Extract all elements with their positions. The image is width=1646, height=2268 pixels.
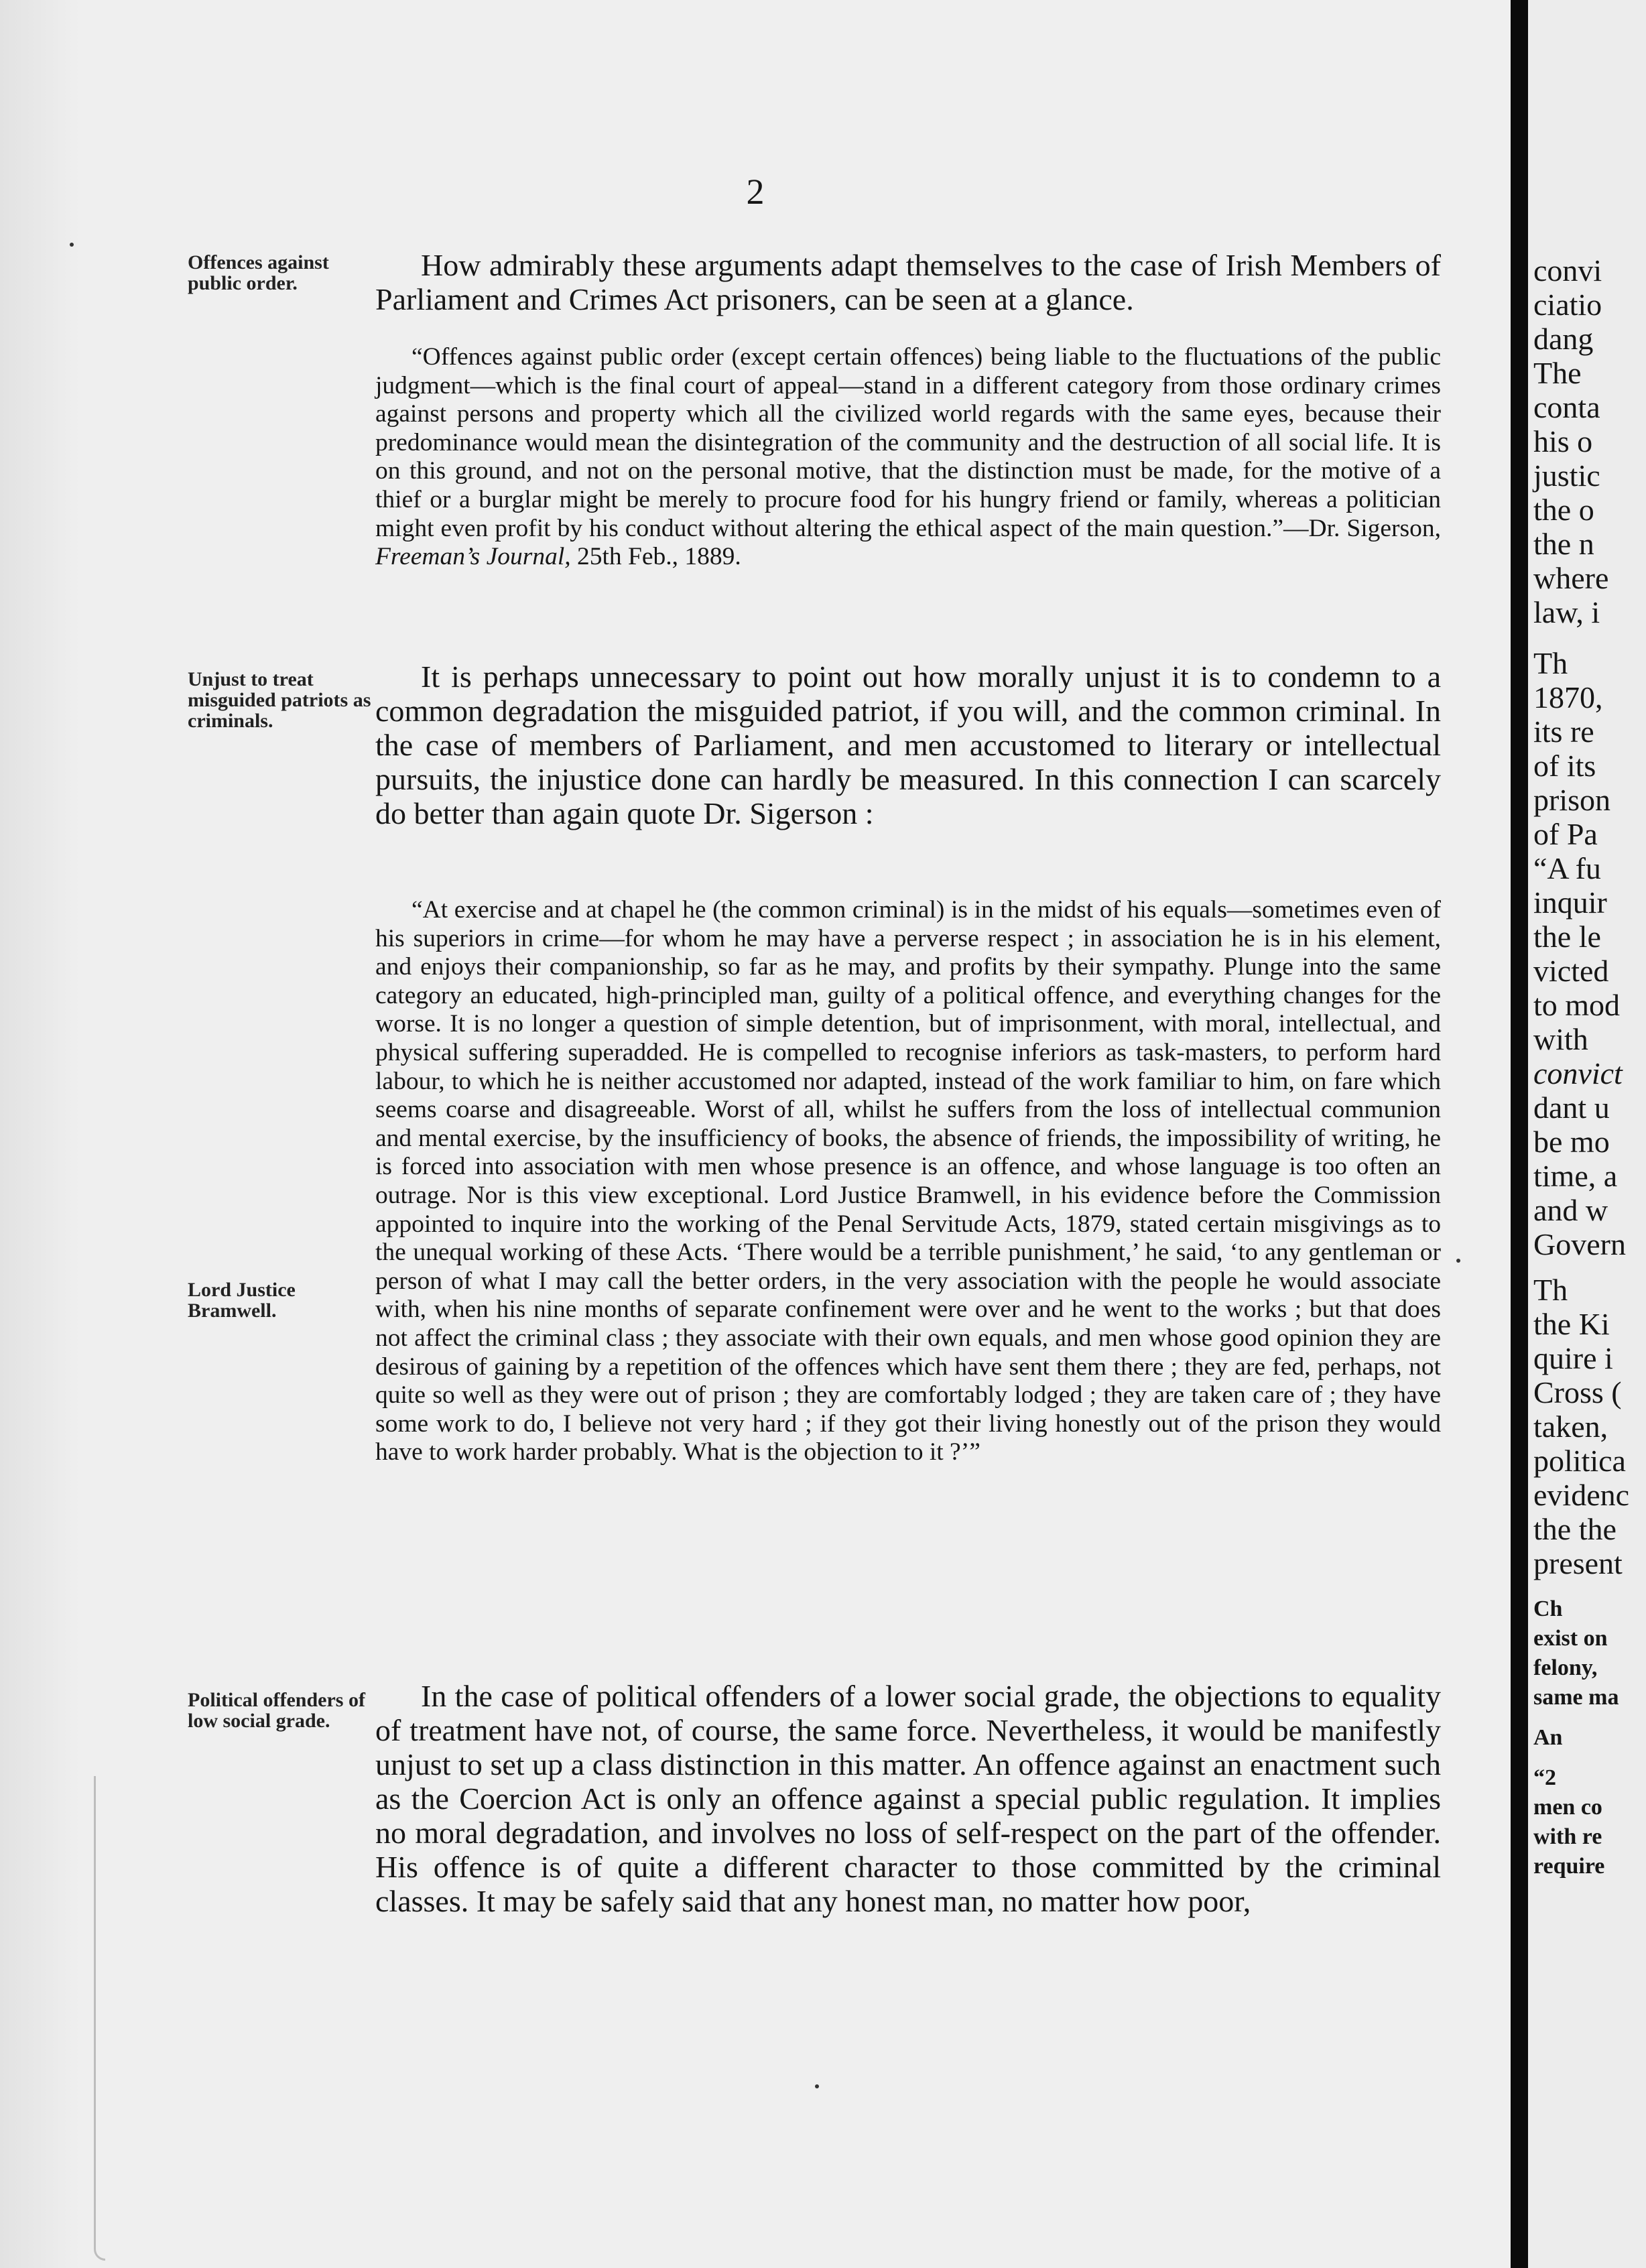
- right-line: men co: [1533, 1795, 1602, 1820]
- paragraph-political-offenders: In the case of political offenders of a lower social grade, the objections to equality of treatment have not, of course, the same force. Nevertheless, it would be manifestly unjust to set up a class distinction in this matter. An offence against an enactment such as the Coercion Act is only an offence against a special public regulation. It implies no moral degradation, and involves no loss of self-respect on the part of the offender. His offence is of quite a different character to those committed by the criminal classes. It may be safely said that any honest man, no matter how poor,: [375, 1679, 1441, 1918]
- right-line: his o: [1533, 424, 1593, 458]
- paragraph-intro: How admirably these arguments adapt themselves to the case of Irish Members of Parliament and Crimes Act prisoners, can be seen at a glance.: [375, 248, 1441, 316]
- right-line: The: [1533, 356, 1582, 390]
- right-line: inquir: [1533, 885, 1607, 920]
- margin-note-unjust: Unjust to treat misguided patriots as criminals.: [188, 668, 371, 732]
- right-line: “A fu: [1533, 851, 1601, 885]
- quote-sigerson-1-date: 25th Feb., 1889.: [570, 543, 741, 571]
- right-line: same ma: [1533, 1685, 1619, 1710]
- right-line: present: [1533, 1546, 1623, 1580]
- quote-sigerson-2: “At exercise and at chapel he (the common criminal) is in the midst of his equals—sometimes even of his superiors in crime—for whom he may have a perverse respect ; in association he is in his element, and enjoys their companionship, so far as he may, and profits by their sympathy. Plunge into the same category an educated, high-principled man, guilty of a political offence, and everything changes for the worse. It is no longer a question of simple detention, but of imprisonment, with moral, intellectual, and physical suffering superadded. He is compelled to recognise inferiors as task-masters, to perform hard labour, to which he is neither accustomed nor adapted, instead of the work familiar to him, on fare which seems coarse and disagreeable. Worst of all, whilst he suffers from the loss of intellectual communion and mental exercise, by the insufficiency of books, the absence of friends, the impossibility of writing, he is forced into association with men whose presence is an offence, and whose language is too often an outrage. Nor is this view exceptional. Lord Justice Bramwell, in his evidence before the Commission appointed to inquire into the working of the Penal Servitude Acts, 1879, stated certain misgivings as to the unequal working of these Acts. ‘There would be a terrible punishment,’ he said, ‘to any gentleman or person of what I may call the better orders, in the very association with the people he would associate with, when his nine months of separate confinement were over and he went to the works ; but that does not affect the criminal class ; they associate with their own equals, and men whose good opinion they are desirous of gaining by a repetition of the offences which have sent them there ; they are fed, perhaps, not quite so well as they were out of prison ; they are comfortably lodged ; they are taken care of ; they have some work to do, I believe not very hard ; if they got their living honestly out of the prison they would have to work harder probably. What is the objection to it ?’”: [375, 896, 1441, 1466]
- right-line: victed: [1533, 954, 1609, 988]
- right-line: Govern: [1533, 1227, 1626, 1261]
- quote-sigerson-1-text: “Offences against public order (except certain offences) being liable to the fluctuations of the public judgment—which is the final court of appeal—stand in a different category from those ordinary crimes against persons and property which all the civilized world regards with the same eyes, because their predominance would mean the disintegration of the community and the destruction of all social life. It is on this ground, and not on the personal motive, that the distinction must be made, for the motive of a thief or a burglar might be merely to procure food for his hungry friend or family, whereas a politician might even profit by his conduct without altering the ethical aspect of the main question.”—Dr. Sigerson,: [375, 343, 1441, 542]
- right-line: politica: [1533, 1444, 1626, 1478]
- book-gutter: [1511, 0, 1528, 2268]
- right-line: Cross (: [1533, 1375, 1622, 1409]
- right-line: the n: [1533, 527, 1594, 561]
- right-line: prison: [1533, 783, 1610, 817]
- right-line: evidenc: [1533, 1478, 1630, 1512]
- right-line: dant u: [1533, 1090, 1610, 1125]
- right-line: the le: [1533, 920, 1601, 954]
- right-line: law, i: [1533, 595, 1600, 629]
- right-line: taken,: [1533, 1409, 1608, 1444]
- margin-note-bramwell: Lord Justice Bramwell.: [188, 1279, 296, 1322]
- right-page-fragment: [1528, 0, 1646, 2268]
- quote-sigerson-1: [375, 343, 1441, 572]
- quote-sigerson-1-source: Freeman’s Journal,: [375, 543, 571, 571]
- right-line: the Ki: [1533, 1307, 1610, 1341]
- right-line: with re: [1533, 1824, 1602, 1849]
- page-edge-shading: [0, 0, 80, 2268]
- right-line: to mod: [1533, 988, 1621, 1022]
- right-line: ciatio: [1533, 288, 1602, 322]
- right-line: with: [1533, 1022, 1588, 1056]
- right-line: of Pa: [1533, 817, 1598, 851]
- right-line: of its: [1533, 749, 1596, 783]
- right-line: conta: [1533, 390, 1600, 424]
- right-line: time, a: [1533, 1159, 1618, 1193]
- right-line: convict: [1533, 1056, 1623, 1090]
- page-curl-edge: [94, 1776, 105, 2261]
- right-line: dang: [1533, 322, 1594, 356]
- right-line: convi: [1533, 253, 1602, 288]
- right-line: its re: [1533, 714, 1594, 749]
- right-line: Ch: [1533, 1596, 1563, 1621]
- right-line: Th: [1533, 1273, 1568, 1307]
- right-line: quire i: [1533, 1341, 1613, 1375]
- right-line: felony,: [1533, 1655, 1598, 1680]
- right-line: Th: [1533, 646, 1568, 680]
- right-line: and w: [1533, 1193, 1608, 1227]
- right-line: “2: [1533, 1765, 1556, 1790]
- margin-note-offences: Offences against public order.: [188, 251, 329, 294]
- right-line: where: [1533, 561, 1609, 595]
- right-line: exist on: [1533, 1626, 1608, 1651]
- right-line: justic: [1533, 458, 1600, 493]
- right-line: An: [1533, 1725, 1563, 1750]
- right-line: 1870,: [1533, 680, 1603, 714]
- paragraph-unjust: It is perhaps unnecessary to point out how morally unjust it is to condemn to a common degradation the misguided patriot, if you will, and the common criminal. In the case of members of Parliament, and men accustomed to literary or intellectual pursuits, the injustice done can hardly be measured. In this connection I can scarcely do better than again quote Dr. Sigerson :: [375, 659, 1441, 830]
- margin-note-political-offenders: Political offenders of low social grade.: [188, 1689, 365, 1732]
- right-line: the o: [1533, 493, 1594, 527]
- page-number: 2: [746, 172, 765, 212]
- right-line: require: [1533, 1854, 1605, 1879]
- right-page-text: [1533, 253, 1646, 1879]
- right-line: the the: [1533, 1512, 1617, 1546]
- right-line: be mo: [1533, 1125, 1610, 1159]
